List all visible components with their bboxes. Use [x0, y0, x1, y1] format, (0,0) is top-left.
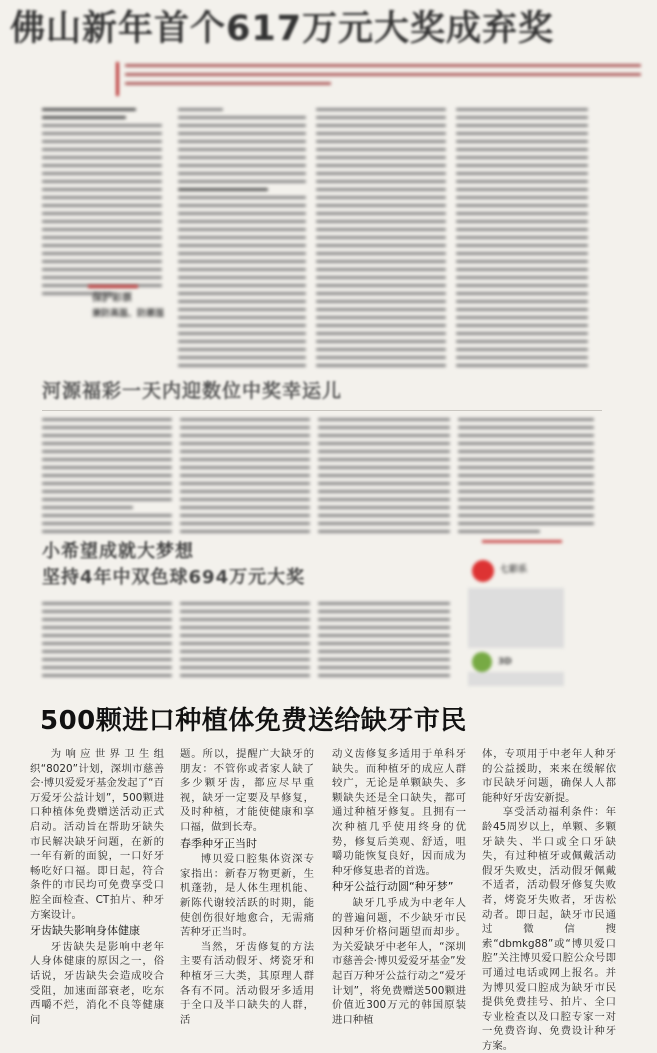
article-col2-subhead: 春季种牙正当时	[180, 836, 257, 850]
ad-logo2-icon	[472, 652, 492, 672]
ad-logo1-icon	[472, 560, 494, 582]
article-col3-p2: 缺牙几乎成为中老年人的普遍问题，不少缺牙市民因种牙价格问题望而却步。为关爱缺牙中老年人，“深圳市慈善会·博贝爱爱牙基金”发起百万种牙公益行动之“爱牙计划”，将免费赠送500颗进价值近300万元的韩国原装进口种植	[332, 896, 466, 1026]
section2-col2	[180, 418, 310, 533]
section3-col3	[318, 602, 450, 677]
feature-headline: 500颗进口种植体免费送给缺牙市民	[40, 706, 467, 736]
section1-col1-top	[42, 108, 162, 295]
sidebar-line2: 兼防高温、防潮湿	[92, 309, 165, 319]
ad-header-bar	[482, 540, 562, 543]
article-col1-p1: 为响应世界卫生组织“8020”计划，深圳市慈善会·博贝爱爱牙基金发起了“百万爱牙公益计划”，500颗进口种植体免费赠送活动正式启动。活动旨在帮助牙缺失市民解决缺牙问题，在新的一年有新的面貌，一口好牙畅吃好口福。即日起，符合条件的市民均可免费享受口腔全面检查、CT拍片、种牙方案设计。	[30, 748, 164, 921]
second-headline: 河源福彩一天内迎数位中奖幸运儿	[42, 380, 343, 402]
article-col2-p1: 题。所以，提醒广大缺牙的朋友：不管你或者家人缺了多少颗牙齿，都应尽早重视，缺牙一定要及早修复，及时种植，才能使健康和享口福，做到长寿。	[180, 748, 314, 833]
sidebar-line1: 保护彩票	[92, 293, 132, 304]
ad-logo1-label: 七彩乐	[500, 565, 528, 575]
article-col2-p3: 当然，牙齿修复的方法主要有活动假牙、烤瓷牙和种植牙三大类，其原理人群各有不同。活动假牙多适用于全口及半口缺失的人群，活	[180, 940, 314, 1026]
main-headline: 佛山新年首个617万元大奖成弃奖	[10, 9, 555, 49]
article-col3-subhead: 种牙公益行动圆“种牙梦”	[332, 880, 454, 894]
section1-col2	[178, 108, 306, 367]
article-col2-p2: 博贝爱口腔集体资深专家指出：新春万物更新，生机蓬勃，是人体生理机能、新陈代谢较活跃的时期，能使创伤很好地愈合，无需痛苦种牙正当时。	[180, 853, 314, 939]
article-col3	[332, 747, 466, 1026]
article-col1-p2: 牙齿缺失是影响中老年人身体健康的原因之一，俗话说，牙齿缺失会造成咬合受阻，加速面部衰老，吃东西嚼不烂，消化不良等健康问	[30, 940, 164, 1026]
article-col4-p1: 体，专项用于中老年人种牙的公益援助，来来在缓解依市民缺牙问题，确保人人都能种好牙齿安新提。	[482, 748, 616, 804]
article-col4	[482, 747, 616, 1052]
ad-box2	[468, 672, 564, 686]
third-headline-line2: 坚持4年中双色球694万元大奖	[42, 567, 306, 588]
section3-col2	[180, 602, 310, 677]
third-headline-line1: 小希望成就大梦想	[42, 541, 194, 562]
section2-col1	[42, 418, 172, 533]
article-col2	[180, 747, 314, 1026]
lottery-ad-box	[462, 540, 612, 688]
ad-logo2-label: 3D	[498, 657, 512, 667]
divider	[42, 410, 602, 411]
section1-col3	[316, 108, 446, 367]
lead-box	[116, 62, 647, 96]
section3-col1	[42, 602, 172, 677]
article-col4-p2: 享受活动福利条件：年龄45周岁以上，单颗、多颗牙缺失、半口或全口牙缺失，有过种植牙或佩戴活动假牙失败史，活动假牙佩戴不适者，活动假牙修复失败者，烤瓷牙失败者，牙齿松动者。即日起，缺牙市民通过微信搜索“dbmkg88”或“博贝爱口腔”关注博贝爱口腔公众号即可通过电话或网上报名。并为博贝爱口腔成为缺牙市民提供免费挂号、拍片、全口专业检查以及口腔专家一对一免费咨询、免费设计种牙方案。	[482, 806, 616, 1052]
section2-col4	[458, 418, 594, 533]
section1-col4	[456, 108, 588, 367]
article-col1-subhead: 牙齿缺失影响身体健康	[30, 924, 140, 938]
sidebar-red-line	[88, 285, 138, 288]
section2-col3	[318, 418, 450, 533]
article-col1	[30, 747, 164, 1026]
ad-box1	[468, 588, 564, 648]
article-col3-p1: 动义齿修复多适用于单科牙缺失。而种植牙的成应人群较广，无论是单颗缺失、多颗缺失还是全口缺失，都可通过种植牙修复。且拥有一次种植几乎使用终身的优势，修复后美观、舒适，咀嚼功能恢复良好，因而成为种牙修复患者的首选。	[332, 748, 466, 877]
